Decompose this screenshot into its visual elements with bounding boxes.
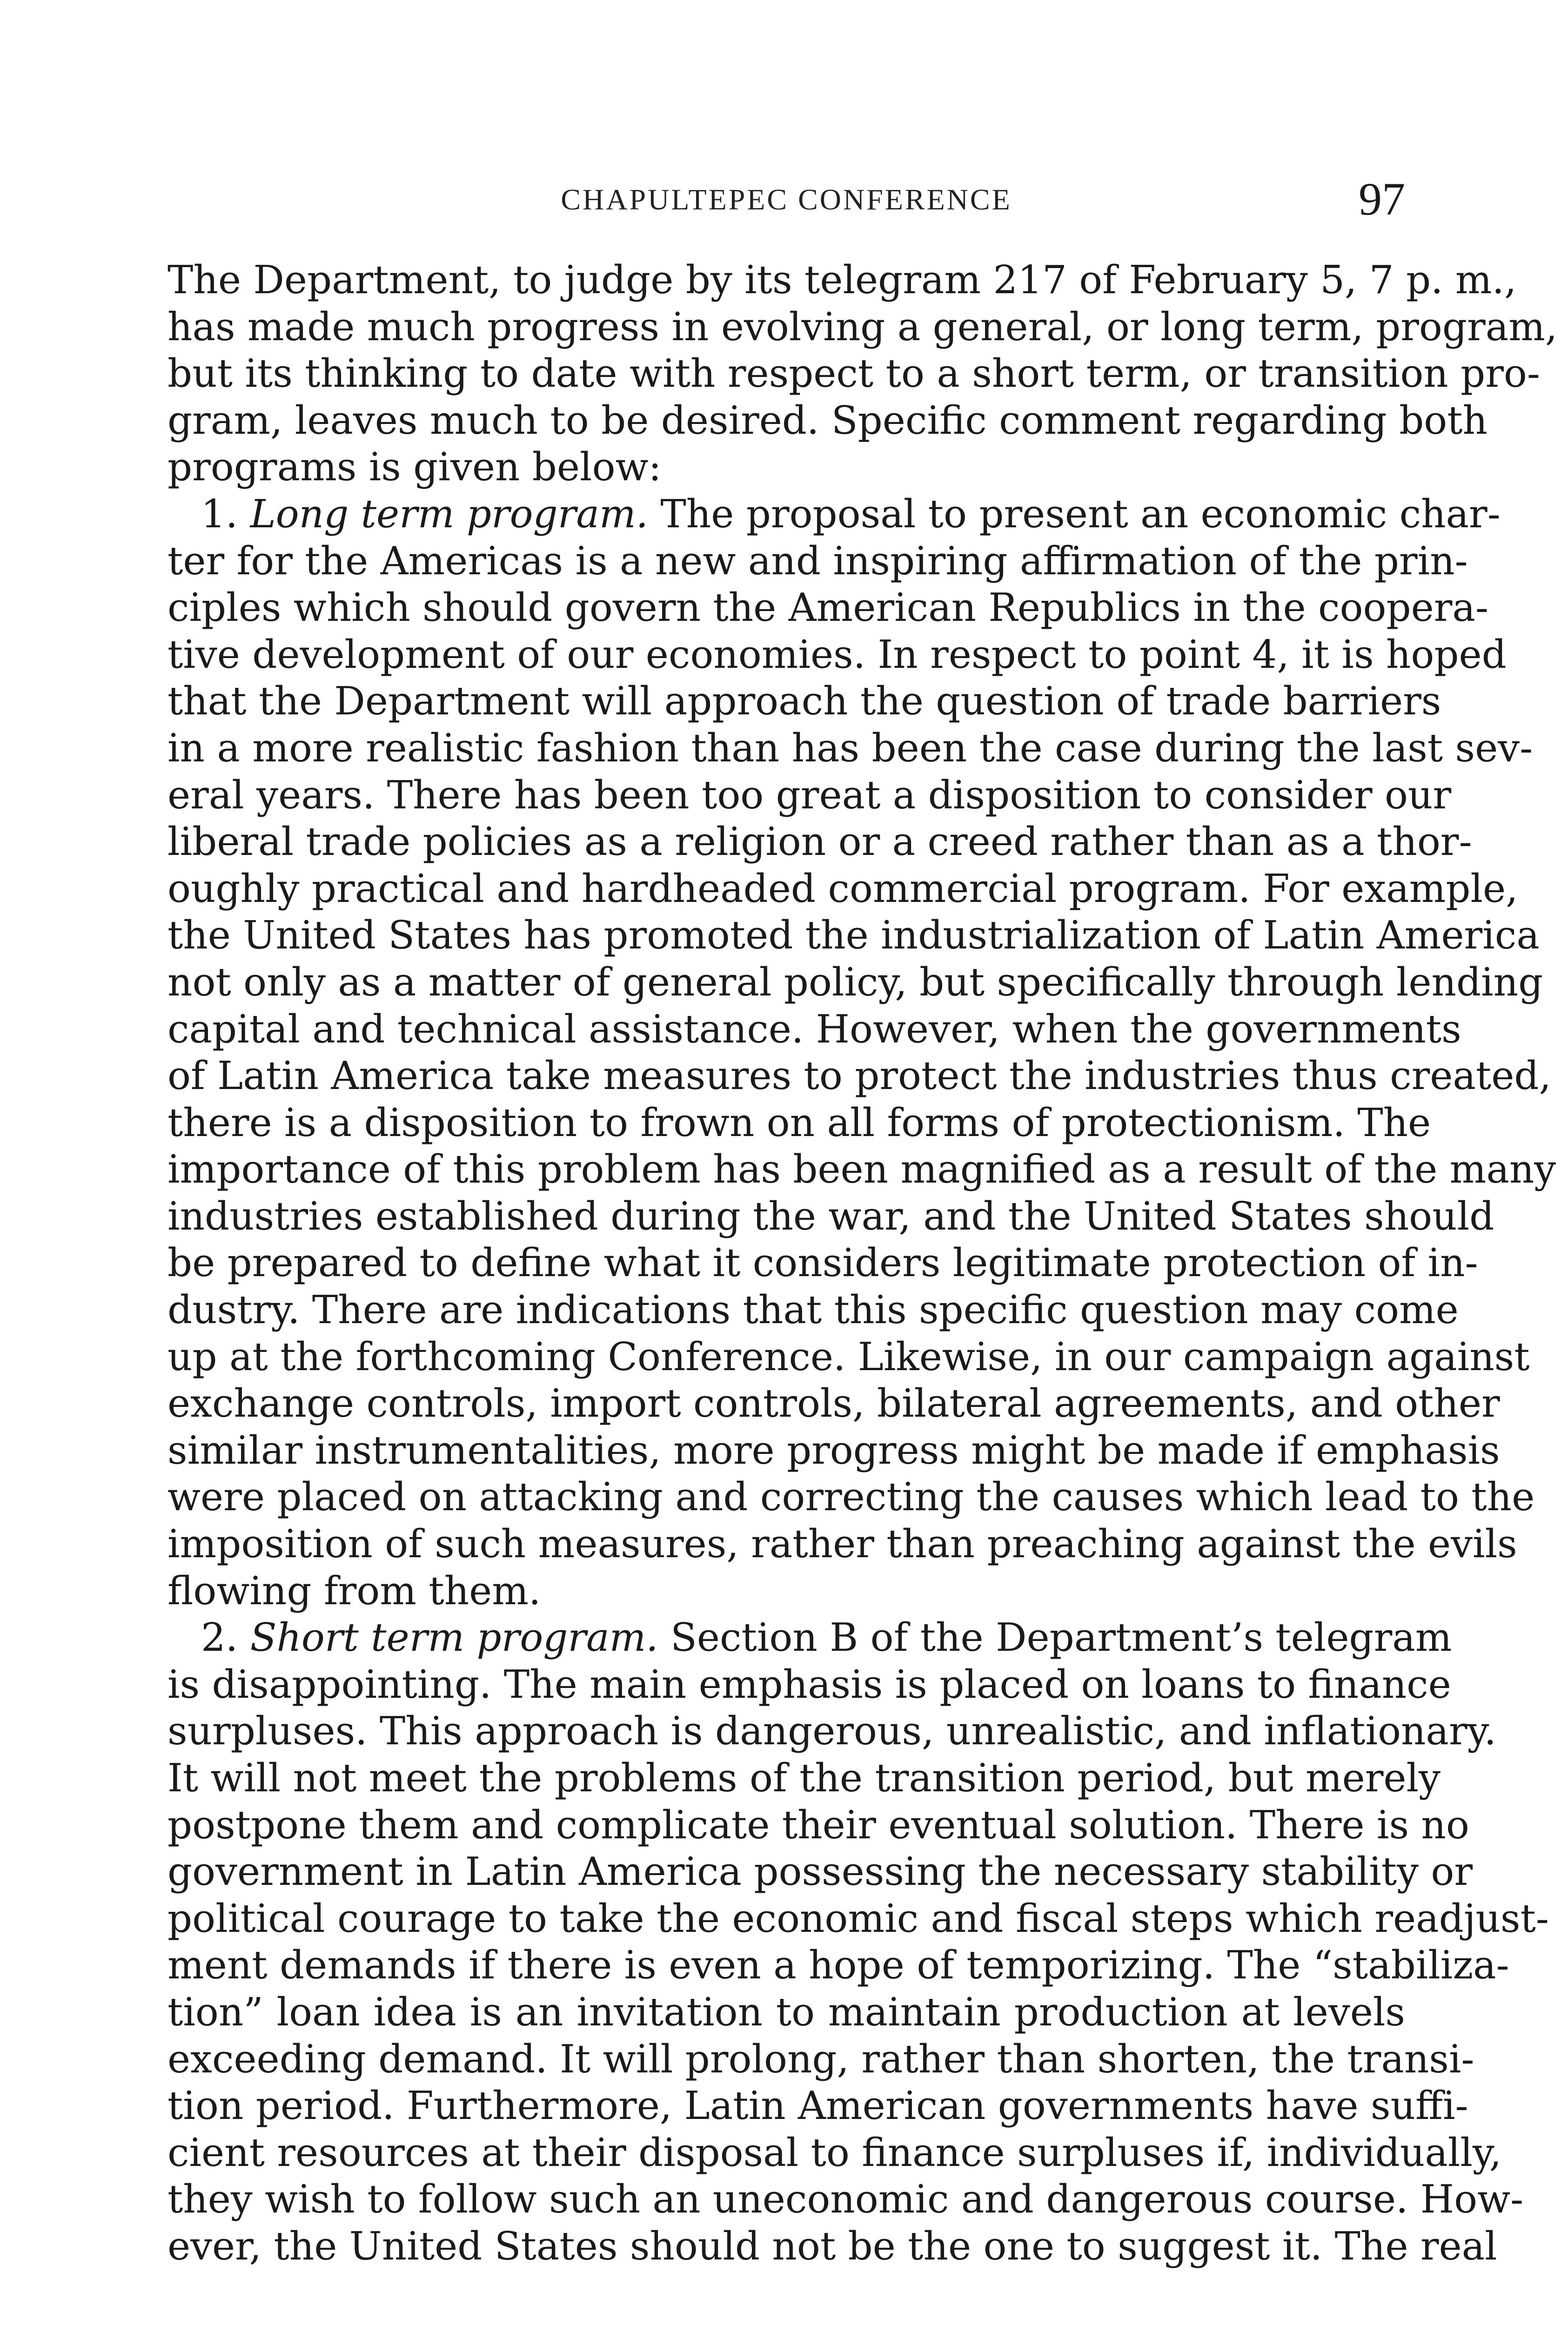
text-line: eral years. There has been too great a disposition to consider our [168, 772, 1452, 818]
text-line: liberal trade policies as a religion or a creed rather than as a thor- [168, 819, 1472, 865]
section-heading-continuation: The proposal to present an economic char- [648, 491, 1501, 537]
text-line: The Department, to judge by its telegram 217 of February 5, 7 p. m., [168, 257, 1517, 303]
page-number: 97 [1359, 173, 1405, 225]
text-line: flowing from them. [168, 1568, 541, 1614]
text-line: is disappointing. The main emphasis is placed on loans to finance [168, 1661, 1451, 1707]
text-line: ever, the United States should not be the one to suggest it. The real [168, 2223, 1497, 2269]
text-line: industries established during the war, and the United States should [168, 1193, 1494, 1239]
text-line: imposition of such measures, rather than preaching against the evils [168, 1521, 1517, 1567]
text-line: the United States has promoted the industrialization of Latin America [168, 913, 1540, 958]
text-line: has made much progress in evolving a general, or long term, program, [168, 304, 1558, 350]
text-line: they wish to follow such an uneconomic and dangerous course. How- [168, 2177, 1524, 2222]
text-line: be prepared to define what it considers legitimate protection of in- [168, 1240, 1478, 1286]
section-number: 2. [201, 1615, 250, 1661]
text-line: in a more realistic fashion than has been the case during the last sev- [168, 725, 1533, 771]
text-line: political courage to take the economic and fiscal steps which readjust- [168, 1896, 1549, 1941]
text-line: of Latin America take measures to protect the industries thus created, [168, 1053, 1551, 1099]
body-text [168, 257, 1558, 2270]
text-line: oughly practical and hardheaded commercial program. For example, [168, 866, 1518, 911]
text-line: were placed on attacking and correcting the causes which lead to the [168, 1474, 1535, 1520]
text-line: ment demands if there is even a hope of temporizing. The “stabiliza- [168, 1943, 1509, 1988]
text-line: tive development of our economies. In respect to point 4, it is hoped [168, 632, 1507, 677]
text-line: not only as a matter of general policy, but specifically through lending [168, 959, 1543, 1005]
text-line: exchange controls, import controls, bilateral agreements, and other [168, 1381, 1500, 1426]
running-head [168, 172, 1405, 228]
text-line: cient resources at their disposal to finance surpluses if, individually, [168, 2130, 1502, 2175]
text-line: programs is given below: [168, 444, 662, 490]
section-heading-long-term: Long term program. [250, 491, 649, 537]
section-heading-continuation: Section B of the Department’s telegram [658, 1615, 1452, 1661]
text-line: up at the forthcoming Conference. Likewise, in our campaign against [168, 1334, 1530, 1379]
text-line: ter for the Americas is a new and inspiring affirmation of the prin- [168, 538, 1468, 584]
text-line: capital and technical assistance. However, when the governments [168, 1006, 1461, 1052]
text-line: gram, leaves much to be desired. Specific comment regarding both [168, 397, 1488, 443]
text-line: postpone them and complicate their eventual solution. There is no [168, 1802, 1469, 1848]
section-heading-line-short-term [168, 1614, 1452, 1661]
text-line: government in Latin America possessing the necessary stability or [168, 1849, 1473, 1895]
text-line: tion period. Furthermore, Latin American governments have suffi- [168, 2083, 1468, 2129]
text-line: there is a disposition to frown on all forms of protectionism. The [168, 1100, 1431, 1145]
text-line: importance of this problem has been magnified as a result of the many [168, 1147, 1556, 1192]
text-line: ciples which should govern the American Republics in the coopera- [168, 585, 1488, 631]
text-line: It will not meet the problems of the transition period, but merely [168, 1755, 1441, 1801]
text-line: exceeding demand. It will prolong, rather than shorten, the transi- [168, 2036, 1474, 2082]
text-line: but its thinking to date with respect to a short term, or transition pro- [168, 351, 1540, 397]
text-line: similar instrumentalities, more progress might be made if emphasis [168, 1427, 1500, 1473]
section-heading-line-long-term [168, 491, 1501, 538]
text-line: tion” loan idea is an invitation to maintain production at levels [168, 1989, 1405, 2035]
section-heading-short-term: Short term program. [250, 1615, 658, 1661]
text-line: dustry. There are indications that this specific question may come [168, 1287, 1459, 1333]
section-number: 1. [201, 491, 250, 537]
text-line: that the Department will approach the question of trade barriers [168, 679, 1441, 724]
running-title: CHAPULTEPEC CONFERENCE [561, 183, 1012, 216]
text-line: surpluses. This approach is dangerous, unrealistic, and inflationary. [168, 1708, 1496, 1754]
